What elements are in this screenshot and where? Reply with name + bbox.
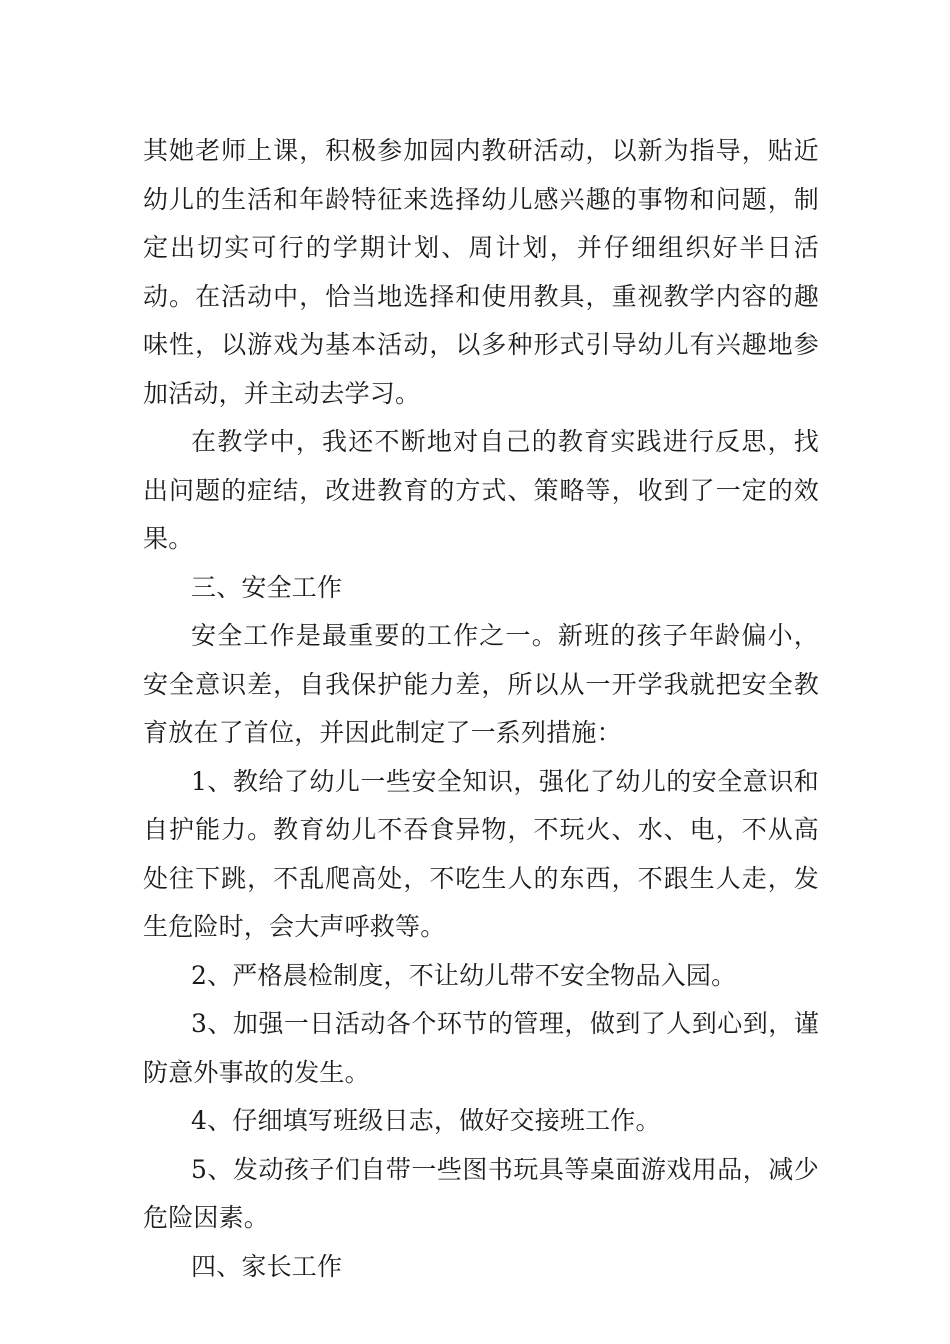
list-item-safety-2: 2、严格晨检制度，不让幼儿带不安全物品入园。 [191,960,737,990]
paragraph-teaching-continued: 其她老师上课，积极参加园内教研活动，以新为指导，贴近幼儿的生活和年龄特征来选择幼儿感兴趣的事物和问题，制定出切实可行的学期计划、周计划，并仔细组织好半日活动。在活动中，恰当地选择和使用教具，重视教学内容的趣味性，以游戏为基本活动，以多种形式引导幼儿有兴趣地参加活动，并主动去学习。 [143,136,819,408]
list-item-safety-5: 5、发动孩子们自带一些图书玩具等桌面游戏用品，减少危险因素。 [143,1154,819,1232]
list-item-safety-1: 1、教给了幼儿一些安全知识，强化了幼儿的安全意识和自护能力。教育幼儿不吞食异物，不玩火、水、电，不从高处往下跳，不乱爬高处，不吃生人的东西，不跟生人走，发生危险时，会大声呼救等。 [143,766,819,941]
section-heading-parents: 四、家长工作 [191,1251,343,1281]
paragraph-teaching-reflection: 在教学中，我还不断地对自己的教育实践进行反思，找出问题的症结，改进教育的方式、策略等，收到了一定的效果。 [143,427,819,553]
document-body [143,127,819,1291]
paragraph-safety-intro: 安全工作是最重要的工作之一。新班的孩子年龄偏小，安全意识差，自我保护能力差，所以从一开学我就把安全教育放在了首位，并因此制定了一系列措施： [143,621,819,747]
list-item-safety-3: 3、加强一日活动各个环节的管理，做到了人到心到，谨防意外事故的发生。 [143,1009,819,1087]
list-item-safety-4: 4、仔细填写班级日志，做好交接班工作。 [191,1106,661,1135]
section-heading-safety: 三、安全工作 [191,572,343,602]
